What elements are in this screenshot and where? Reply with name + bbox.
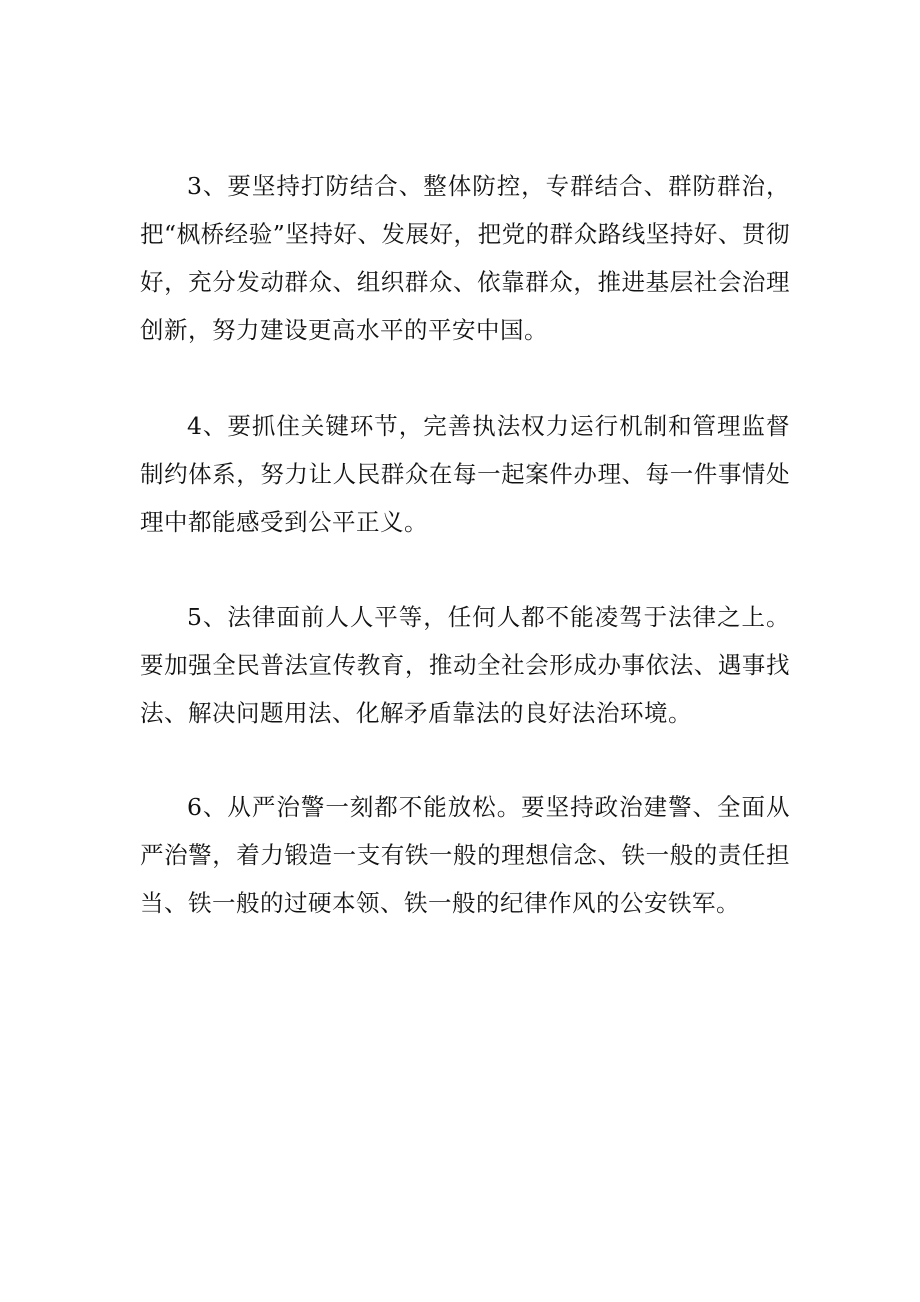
paragraph-6: 6、从严治警一刻都不能放松。要坚持政治建警、全面从严治警，着力锻造一支有铁一般的理想信念、铁一般的责任担当、铁一般的过硬本领、铁一般的纪律作风的公安铁军。 [140, 793, 790, 917]
paragraph-5: 5、法律面前人人平等，任何人都不能凌驾于法律之上。要加强全民普法宣传教育，推动全社会形成办事依法、遇事找法、解决问题用法、化解矛盾靠法的良好法治环境。 [140, 603, 790, 727]
paragraph-3: 3、要坚持打防结合、整体防控，专群结合、群防群治，把“枫桥经验”坚持好、发展好，把党的群众路线坚持好、贯彻好，充分发动群众、组织群众、依靠群众，推进基层社会治理创新，努力建设更高水平的平安中国。 [140, 172, 790, 344]
paragraph-4: 4、要抓住关键环节，完善执法权力运行机制和管理监督制约体系，努力让人民群众在每一起案件办理、每一件事情处理中都能感受到公平正义。 [140, 412, 790, 536]
